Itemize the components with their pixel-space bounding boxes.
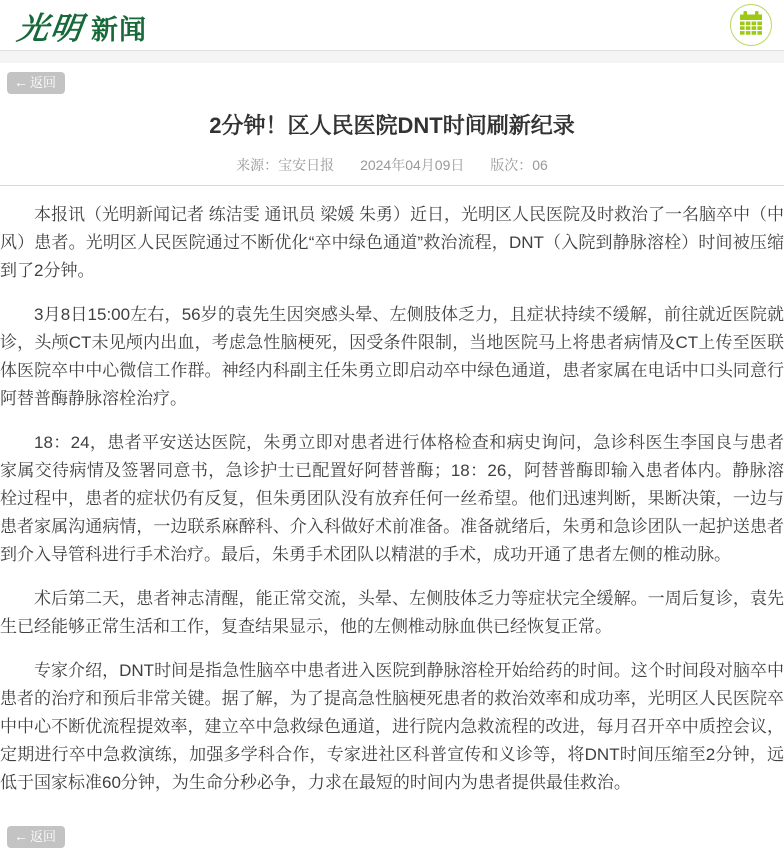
logo-script-text: 光明 — [15, 10, 87, 46]
article-paragraph: 18：24，患者平安送达医院，朱勇立即对患者进行体格检查和病史询问，急诊科医生李国良与患者家属交待病情及签署同意书，急诊护士已配置好阿替普酶；18：26，阿替普酶即输入患者体内。静脉溶栓过程中，患者的症状仍有反复，但朱勇团队没有放弃任何一丝希望。他们迅速判断，果断决策，一边与患者家属沟通病情，一边联系麻醉科、介入科做好术前准备。准备就绪后，朱勇和急诊团队一起护送患者到介入导管科进行手术治疗。最后，朱勇手术团队以精湛的手术，成功开通了患者左侧的椎动脉。 — [0, 433, 784, 564]
page-content — [0, 63, 784, 848]
back-button-label: 返回 — [30, 829, 57, 844]
article-paragraph: 3月8日15:00左右，56岁的袁先生因突感头晕、左侧肢体乏力，且症状持续不缓解，前往就近医院就诊，头颅CT未见颅内出血，考虑急性脑梗死，因受条件限制，当地医院马上将患者病情及CT上传至医联体医院卒中中心微信工作群。神经内科副主任朱勇立即启动卒中绿色通道，患者家属在电话中口头同意行阿替普酶静脉溶栓治疗。 — [0, 305, 784, 408]
back-button-top[interactable] — [7, 72, 65, 94]
article-title: 2分钟！区人民医院DNT时间刷新纪录 — [209, 113, 575, 138]
meta-divider-line — [0, 185, 784, 186]
back-arrow-icon: ← — [14, 828, 28, 844]
article-date: 2024年04月09日 — [360, 157, 465, 173]
article-edition: 版次：06 — [490, 157, 548, 173]
article-paragraph: 专家介绍，DNT时间是指急性脑卒中患者进入医院到静脉溶栓开始给药的时间。这个时间段对脑卒中患者的治疗和预后非常关键。据了解，为了提高急性脑梗死患者的救治效率和成功率，光明区人民医院卒中中心不断优流程提效率，建立卒中急救绿色通道，进行院内急救流程的改进，每月召开卒中质控会议，定期进行卒中急救演练，加强多学科合作，专家进社区科普宣传和义诊等，将DNT时间压缩至2分钟，远低于国家标准60分钟，为生命分秒必争，力求在最短的时间内为患者提供最佳救治。 — [0, 661, 784, 792]
back-arrow-icon: ← — [14, 74, 28, 90]
site-logo[interactable] — [15, 3, 147, 48]
article-paragraph: 本报讯（光明新闻记者 练洁雯 通讯员 梁媛 朱勇）近日，光明区人民医院及时救治了一名脑卒中（中风）患者。光明区人民医院通过不断优化“卒中绿色通道”救治流程，DNT（入院到静脉溶栓）时间被压缩到了2分钟。 — [0, 205, 784, 280]
site-header — [0, 0, 784, 50]
article-source: 来源：宝安日报 — [236, 157, 335, 173]
logo-bold-text: 新闻 — [91, 14, 147, 45]
back-button-label: 返回 — [30, 75, 57, 90]
calendar-icon — [738, 10, 764, 41]
article-paragraph: 术后第二天，患者神志清醒，能正常交流，头晕、左侧肢体乏力等症状完全缓解。一周后复诊，袁先生已经能够正常生活和工作，复查结果显示，他的左侧椎动脉血供已经恢复正常。 — [0, 589, 784, 636]
header-divider-band — [0, 50, 784, 63]
calendar-button[interactable] — [730, 4, 772, 46]
back-button-bottom[interactable] — [7, 826, 65, 848]
article-body — [0, 201, 784, 797]
article-meta — [0, 155, 784, 175]
